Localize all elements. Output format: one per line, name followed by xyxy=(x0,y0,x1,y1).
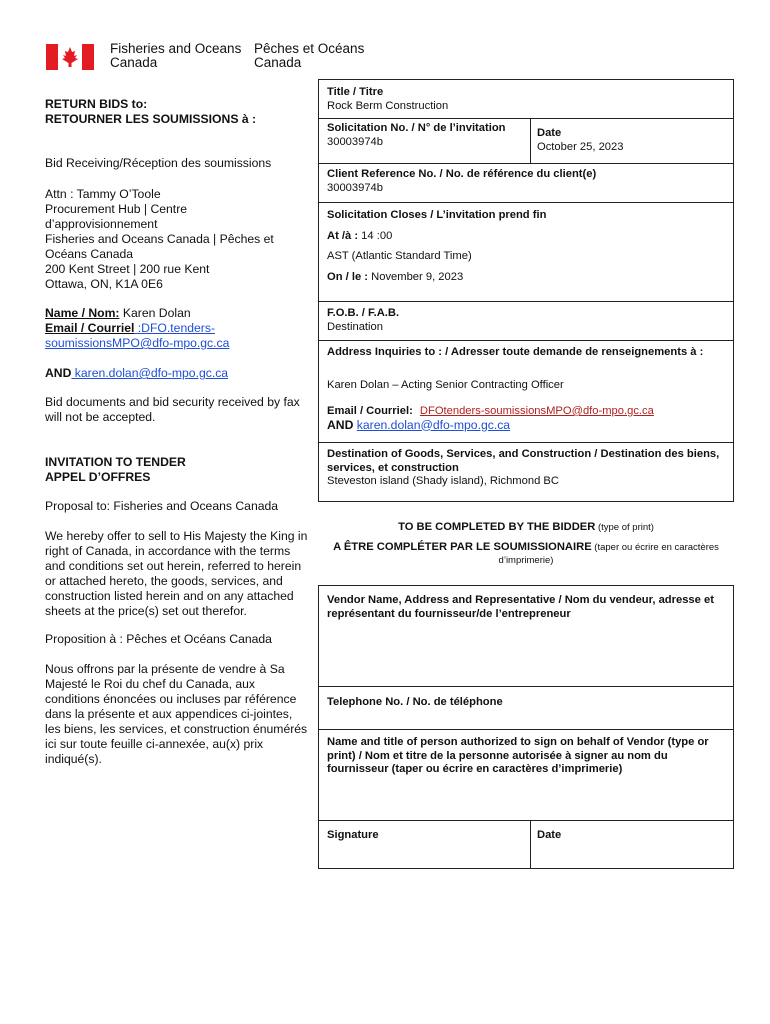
closing-date-row xyxy=(327,271,727,285)
contact-block xyxy=(45,306,310,351)
name-value: Karen Dolan xyxy=(119,306,191,320)
on-label: On / le : xyxy=(327,270,369,283)
invitation-fr: APPEL D’OFFRES xyxy=(45,470,151,484)
dept-en-line2: Canada xyxy=(110,55,158,70)
bidder-fr-bold: A ÊTRE COMPLÉTER PAR LE SOUMISSIONAIRE xyxy=(333,540,592,553)
return-bids-fr: RETOURNER LES SOUMISSIONS à : xyxy=(45,112,257,126)
timezone: AST (Atlantic Standard Time) xyxy=(327,250,472,262)
telephone-field[interactable]: Telephone No. / No. de téléphone xyxy=(327,696,503,708)
inquiries-and-email-link[interactable]: karen.dolan@dfo-mpo.gc.ca xyxy=(356,417,511,432)
closes-cell xyxy=(327,209,727,284)
divider xyxy=(318,163,734,164)
inquiries-label: Address Inquiries to : / Adresser toute demande de renseignements à : xyxy=(327,346,704,358)
offer-fr: Nous offrons par la présente de vendre à Sa Majesté le Roi du chef du Canada, aux conditions énoncées ou incluses par référence dans la présente et aux appendices ci-jointes, les biens, les services, et construction énumérés ici sur toute feuille ci-annexée, au(x) prix indiqué(s). xyxy=(45,662,308,766)
client-ref-value: 30003974b xyxy=(327,181,383,194)
date-cell xyxy=(537,127,727,154)
bid-docs-notice: Bid documents and bid security received by fax will not be accepted. xyxy=(45,395,300,424)
dfo-logo xyxy=(46,42,366,72)
address-line: Ottawa, ON, K1A 0E6 xyxy=(45,277,163,291)
bidder-en-small: (type of print) xyxy=(595,522,654,533)
destination-cell xyxy=(327,448,729,489)
and-label: AND xyxy=(45,366,72,380)
vendor-form-table xyxy=(318,585,734,869)
email-link-cont[interactable]: soumissionsMPO@dfo-mpo.gc.ca xyxy=(45,336,230,350)
inquiries-email-label: Email / Courriel: xyxy=(327,405,413,417)
inquiries-and-label: AND xyxy=(327,417,354,432)
officer-name: Karen Dolan – Acting Senior Contracting Officer xyxy=(327,378,564,391)
proposal-en: Proposal to: Fisheries and Oceans Canada xyxy=(45,499,279,513)
contact-name-row xyxy=(45,306,310,321)
bidder-fr-small: (taper ou écrire en caractères d’imprimerie) xyxy=(498,541,719,566)
bidder-fr xyxy=(318,541,734,568)
solicitation-value: 30003974b xyxy=(327,135,383,148)
address-line: Océans Canada xyxy=(45,247,134,261)
divider xyxy=(318,442,734,443)
divider xyxy=(530,118,531,163)
canada-flag-icon xyxy=(46,44,94,70)
inquiries-email-row xyxy=(327,405,731,419)
authorized-person-field[interactable]: Name and title of person authorized to sign on behalf of Vendor (type or print) / Nom et titre de la personne autorisée à signer au nom du fournisseur (taper ou écrire en caractères d’imprimerie) xyxy=(327,736,709,775)
email-link[interactable]: :DFO.tenders- xyxy=(134,321,215,335)
and-email-row xyxy=(45,366,310,381)
destination-value: Steveston island (Shady island), Richmond BC xyxy=(327,475,559,487)
address-line: d’approvisionnement xyxy=(45,217,158,231)
divider xyxy=(318,686,734,687)
mailing-address xyxy=(45,187,310,292)
divider xyxy=(318,118,734,119)
name-label: Name / Nom: xyxy=(45,306,120,320)
return-bids-en: RETURN BIDS to: xyxy=(45,97,148,111)
client-ref-label: Client Reference No. / No. de référence du client(e) xyxy=(327,168,597,180)
offer-en: We hereby offer to sell to His Majesty the King in right of Canada, in accordance with the terms and conditions set out herein, referred to herein or attached hereto, the goods, services, and construction listed herein and on any attached sheets at the price(s) set out therefor. xyxy=(45,529,308,618)
fob-cell xyxy=(327,307,727,334)
divider xyxy=(318,340,734,341)
invitation-heading xyxy=(45,455,310,485)
wordmark-en xyxy=(110,42,241,70)
proposal-fr: Proposition à : Pêches et Océans Canada xyxy=(45,632,272,646)
bidder-en xyxy=(318,521,734,535)
bidder-en-bold: TO BE COMPLETED BY THE BIDDER xyxy=(398,521,596,533)
date-label: Date xyxy=(537,127,562,139)
contact-email-row xyxy=(45,321,310,336)
address-line: Procurement Hub | Centre xyxy=(45,202,188,216)
dept-fr-line2: Canada xyxy=(254,55,302,70)
divider xyxy=(530,820,531,869)
closing-time-row xyxy=(327,230,727,244)
inquiries-email-link[interactable]: DFOtenders-soumissionsMPO@dfo-mpo.gc.ca xyxy=(419,405,654,417)
vendor-field[interactable]: Vendor Name, Address and Representative / Nom du vendeur, adresse et représentant du fournisseur/de l’entrepreneur xyxy=(327,594,714,620)
and-email-link[interactable]: karen.dolan@dfo-mpo.gc.ca xyxy=(71,366,229,380)
wordmark-fr xyxy=(254,42,364,70)
attn-line: Attn : Tammy O’Toole xyxy=(45,187,161,201)
date-value: October 25, 2023 xyxy=(537,140,624,153)
at-value: 14 :00 xyxy=(358,229,393,242)
dept-en-line1: Fisheries and Oceans xyxy=(110,41,242,56)
title-label: Title / Titre xyxy=(327,86,384,98)
divider xyxy=(318,301,734,302)
address-line: 200 Kent Street | 200 rue Kent xyxy=(45,262,210,276)
return-bids-heading xyxy=(45,97,310,127)
invitation-en: INVITATION TO TENDER xyxy=(45,455,186,469)
bidder-instructions xyxy=(318,521,734,568)
destination-label: Destination of Goods, Services, and Construction / Destination des biens, services, et construction xyxy=(327,448,720,474)
dept-fr-line1: Pêches et Océans xyxy=(254,41,365,56)
email-label: Email / Courriel xyxy=(45,321,135,335)
address-line: Fisheries and Oceans Canada | Pêches et xyxy=(45,232,274,246)
on-value: November 9, 2023 xyxy=(368,270,464,283)
at-label: At /à : xyxy=(327,229,359,242)
solicitation-label: Solicitation No. / N° de l’invitation xyxy=(327,122,506,134)
divider xyxy=(318,820,734,821)
fob-value: Destination xyxy=(327,320,383,333)
inquiries-cell xyxy=(327,346,731,432)
divider xyxy=(318,202,734,203)
fob-label: F.O.B. / F.A.B. xyxy=(327,307,400,319)
closes-label: Solicitation Closes / L’invitation prend fin xyxy=(327,209,547,221)
divider xyxy=(318,729,734,730)
title-value: Rock Berm Construction xyxy=(327,99,449,112)
title-cell xyxy=(327,86,727,113)
bid-receiving: Bid Receiving/Réception des soumissions xyxy=(45,156,272,170)
signature-date-field[interactable]: Date xyxy=(537,829,562,841)
client-ref-cell xyxy=(327,168,727,195)
solicitation-cell xyxy=(327,122,527,149)
signature-field[interactable]: Signature xyxy=(327,829,379,841)
inquiries-and-row xyxy=(327,419,731,433)
